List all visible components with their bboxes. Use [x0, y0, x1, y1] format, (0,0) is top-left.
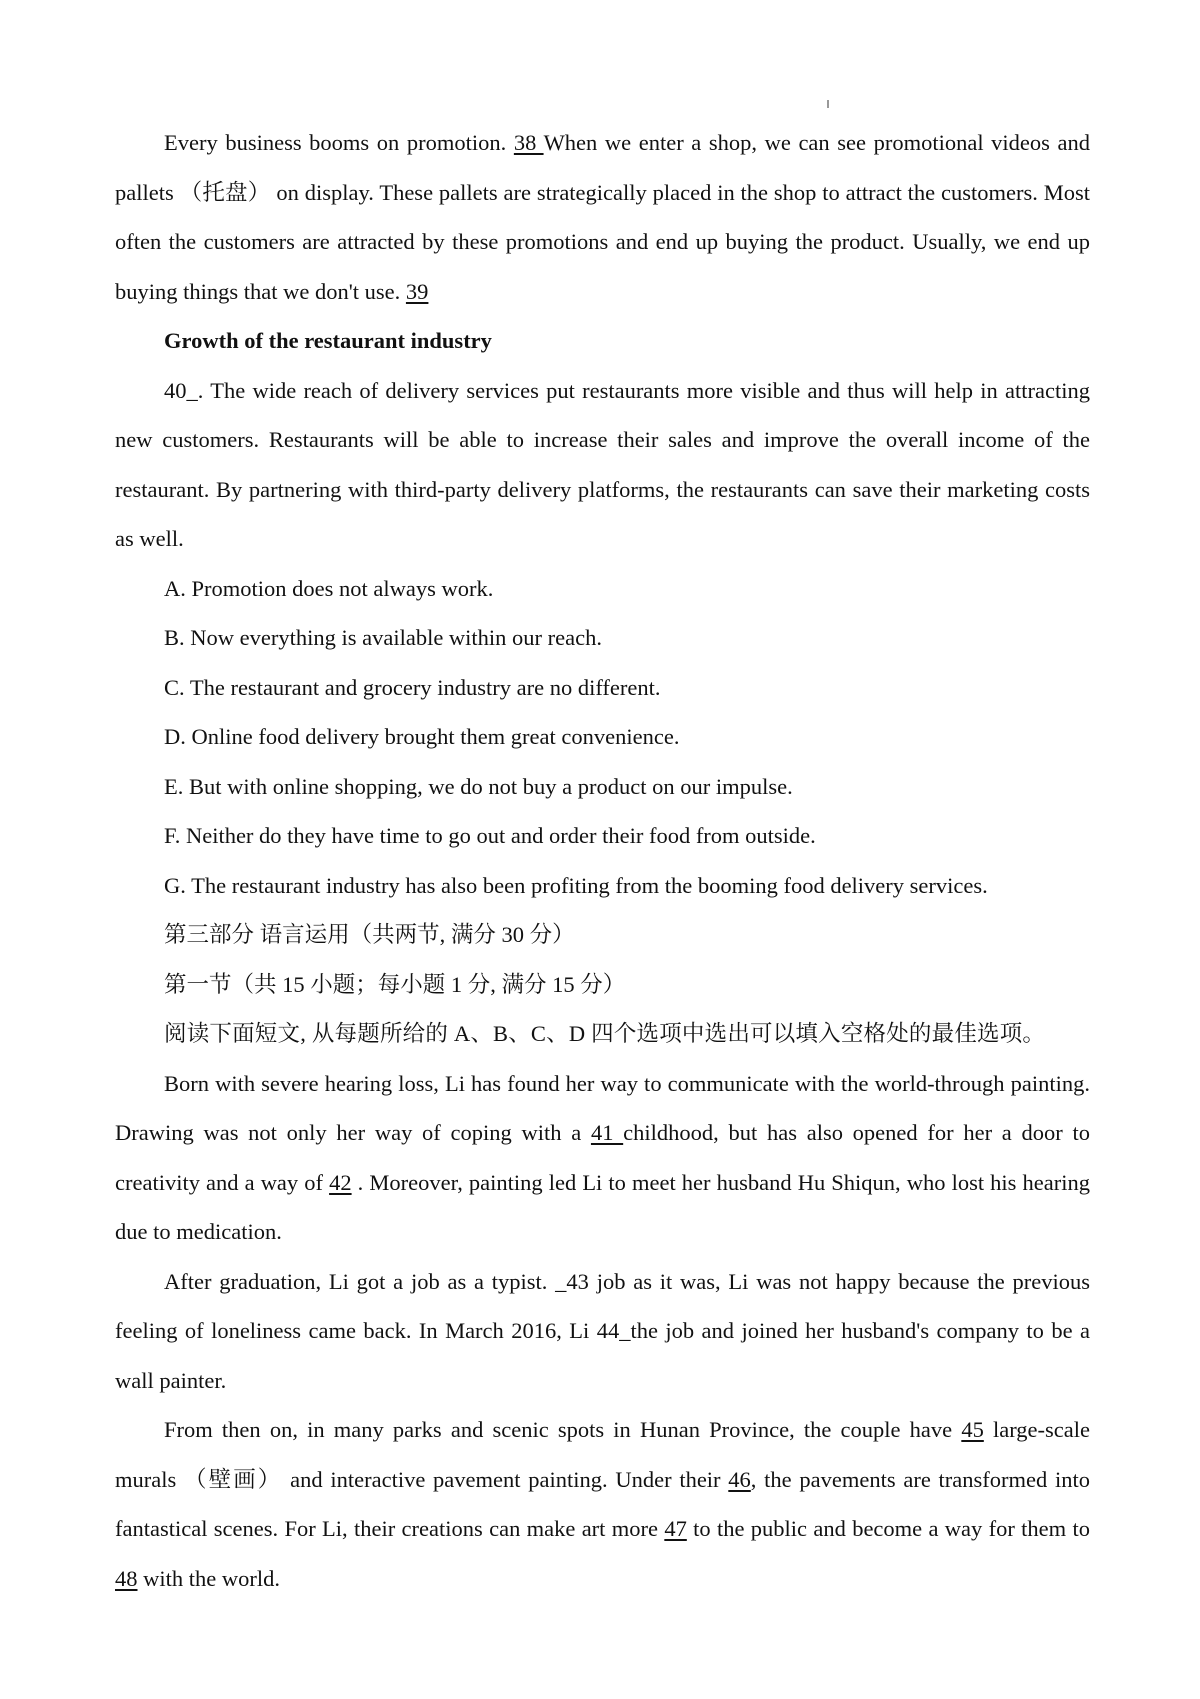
text: Born with severe hearing loss, Li has found her way to communicate with the world-through painting. Drawing was not only her way of coping with a — [115, 1070, 1090, 1145]
blank-38: 38 — [513, 130, 544, 155]
blank-41: 41 — [590, 1120, 624, 1145]
blank-39: 39 — [405, 278, 429, 304]
blank-48: 48 — [115, 1565, 138, 1591]
text: . Moreover, painting led Li to meet her husband Hu Shiqun, who lost his hearing due to medication. — [115, 1169, 1090, 1244]
blank-46: 46 — [728, 1466, 751, 1492]
paragraph-promotion — [115, 118, 1090, 316]
option-d: D. Online food delivery brought them great convenience. — [164, 724, 680, 749]
text: Every business booms on promotion. — [164, 130, 514, 155]
text: to the public and become a way for them to — [686, 1516, 1090, 1541]
option-a: A. Promotion does not always work. — [164, 575, 494, 601]
text: childhood, but has also opened for her a door to creativity and a way of — [115, 1120, 1090, 1195]
text: with the world. — [137, 1565, 280, 1591]
paragraph-li-intro — [115, 1059, 1090, 1257]
option-f: F. Neither do they have time to go out and order their food from outside. — [164, 823, 816, 848]
subsection-title: 第一节（共 15 小题；每小题 1 分, 满分 15 分） — [164, 971, 626, 997]
text: From then on, in many parks and scenic spots in Hunan Province, the couple have — [164, 1417, 962, 1442]
option-b: B. Now everything is available within our reach. — [164, 625, 603, 650]
scan-mark — [827, 100, 829, 108]
paragraph-li-murals — [115, 1405, 1090, 1603]
document-page — [115, 118, 1090, 1603]
blank-45: 45 — [961, 1417, 984, 1442]
option-c: C. The restaurant and grocery industry are no different. — [164, 674, 661, 700]
text: large-scale murals （壁画） and interactive pavement painting. Under their — [115, 1417, 1090, 1492]
option-e: E. But with online shopping, we do not buy a product on our impulse. — [164, 773, 793, 799]
text: When we enter a shop, we can see promotional videos and pallets （托盘） on display. These pallets are strategically placed in the shop to attract the customers. Most often the customers are attracted by these promotions and end up buying the product. Usually, we end up buying things that we don't use. — [115, 130, 1091, 304]
blank-47: 47 — [664, 1516, 687, 1541]
paragraph-li-job: After graduation, Li got a job as a typist. _43 job as it was, Li was not happy because the previous feeling of loneliness came back. In March 2016, Li 44_the job and joined her husband's company to be a wall painter. — [115, 1268, 1090, 1393]
section-title: 第三部分 语言运用（共两节, 满分 30 分） — [164, 922, 575, 947]
section-heading: Growth of the restaurant industry — [164, 328, 492, 353]
text: , the pavements are transformed into fantastical scenes. For Li, their creations can make art more — [115, 1466, 1090, 1541]
instruction: 阅读下面短文, 从每题所给的 A、B、C、D 四个选项中选出可以填入空格处的最佳选项。 — [164, 1021, 1046, 1046]
option-g: G. The restaurant industry has also been profiting from the booming food delivery services. — [164, 872, 988, 898]
blank-42: 42 — [329, 1169, 352, 1195]
paragraph-restaurant: 40_. The wide reach of delivery services put restaurants more visible and thus will help in attracting new customers. Restaurants will be able to increase their sales and improve the overall income of the restaurant. By partnering with third-party delivery platforms, the restaurants can save their marketing costs as well. — [115, 377, 1090, 551]
